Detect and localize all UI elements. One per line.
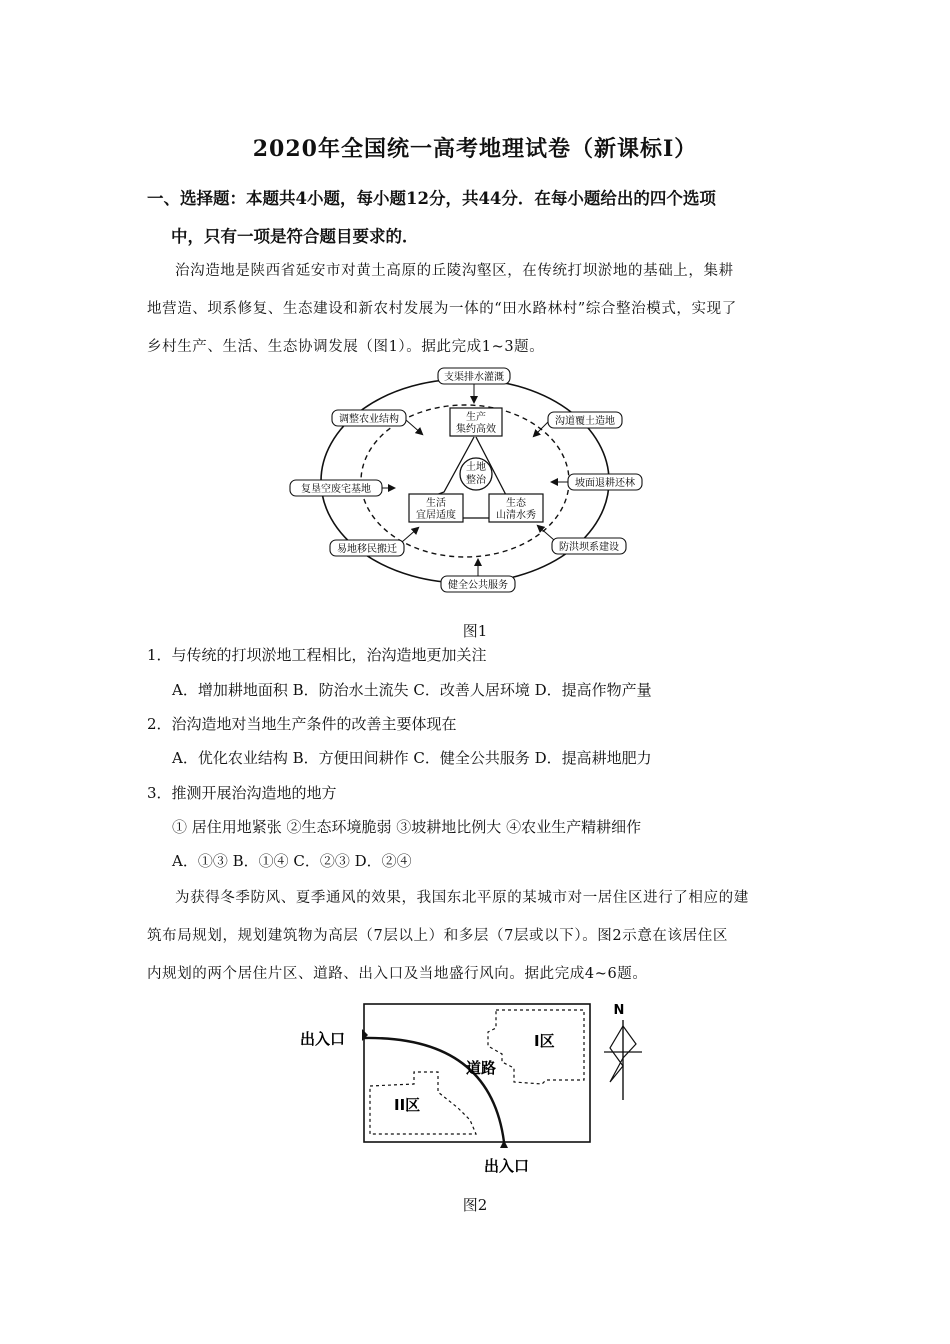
passage2-line1: 为获得冬季防风、夏季通风的效果，我国东北平原的某城市对一居住区进行了相应的建 bbox=[175, 890, 749, 906]
question-3-stem: 3．推测开展治沟造地的地方 bbox=[147, 784, 337, 802]
living-sub: 宜居适度 bbox=[416, 510, 456, 521]
outer-upper-right-label: 沟道覆土造地 bbox=[555, 416, 615, 427]
question-3-statements: ① 居住用地紧张 ②生态环境脆弱 ③坡耕地比例大 ④农业生产精耕细作 bbox=[172, 818, 642, 836]
outer-left-label: 复垦空废宅基地 bbox=[301, 484, 371, 495]
section-heading-line1: 一、选择题：本题共4小题，每小题12分，共44分．在每小题给出的四个选项 bbox=[147, 189, 716, 208]
question-2-stem: 2．治沟造地对当地生产条件的改善主要体现在 bbox=[147, 715, 457, 733]
production-label: 生产 bbox=[466, 412, 486, 423]
figure2-map bbox=[290, 996, 660, 1178]
passage1-line1: 治沟造地是陕西省延安市对黄土高原的丘陵沟壑区，在传统打坝淤地的基础上，集耕 bbox=[175, 263, 734, 279]
outer-bottom-label: 健全公共服务 bbox=[448, 580, 508, 591]
passage2-line2: 筑布局规划，规划建筑物为高层（7层以上）和多层（7层或以下）。图2示意在该居住区 bbox=[147, 928, 728, 944]
center-label-2: 整治 bbox=[466, 475, 486, 486]
zone1-label: I区 bbox=[534, 1032, 555, 1050]
passage1-line3: 乡村生产、生活、生态协调发展（图1）。据此完成1~3题。 bbox=[147, 339, 545, 355]
outer-upper-left-label: 调整农业结构 bbox=[339, 414, 399, 425]
outer-right-label: 坡面退耕还林 bbox=[575, 478, 635, 489]
question-2-options: A．优化农业结构 B．方便田间耕作 C．健全公共服务 D．提高耕地肥力 bbox=[172, 749, 652, 767]
figure2-caption: 图2 bbox=[462, 1196, 488, 1214]
living-label: 生活 bbox=[426, 498, 446, 509]
figure1-caption: 图1 bbox=[462, 622, 488, 640]
zone2-outline bbox=[370, 1072, 476, 1134]
entrance-left-marker bbox=[362, 1029, 368, 1041]
road-label: 道路 bbox=[466, 1059, 497, 1077]
entrance-bottom-label: 出入口 bbox=[484, 1157, 530, 1175]
production-sub: 集约高效 bbox=[456, 424, 496, 435]
center-label-1: 土地 bbox=[466, 462, 486, 473]
passage2-line3: 内规划的两个居住片区、道路、出入口及当地盛行风向。据此完成4~6题。 bbox=[147, 966, 648, 982]
entrance-left-label: 出入口 bbox=[300, 1030, 346, 1048]
entrance-bottom-marker bbox=[500, 1140, 508, 1148]
outer-top-label: 支渠排水灌溉 bbox=[444, 372, 504, 383]
passage1-line2: 地营造、坝系修复、生态建设和新农村发展为一体的“田水路林村”综合整治模式，实现了 bbox=[147, 301, 737, 317]
outer-lower-left-label: 易地移民搬迁 bbox=[337, 544, 397, 555]
question-1-options: A．增加耕地面积 B．防治水土流失 C．改善人居环境 D．提高作物产量 bbox=[172, 681, 652, 699]
ecology-label: 生态 bbox=[506, 498, 526, 509]
section-heading-line2: 中，只有一项是符合题目要求的． bbox=[171, 227, 419, 246]
question-1-stem: 1．与传统的打坝淤地工程相比，治沟造地更加关注 bbox=[147, 646, 487, 664]
ecology-sub: 山清水秀 bbox=[496, 510, 536, 521]
zone2-label: II区 bbox=[394, 1096, 421, 1114]
outer-lower-right-label: 防洪坝系建设 bbox=[559, 542, 619, 553]
question-3-options: A．①③ B．①④ C．②③ D．②④ bbox=[172, 852, 412, 870]
page-title: 2020年全国统一高考地理试卷（新课标Ⅰ） bbox=[252, 136, 698, 162]
figure1-diagram bbox=[280, 360, 650, 600]
road-curve bbox=[364, 1038, 504, 1142]
north-label: N bbox=[613, 1003, 625, 1018]
